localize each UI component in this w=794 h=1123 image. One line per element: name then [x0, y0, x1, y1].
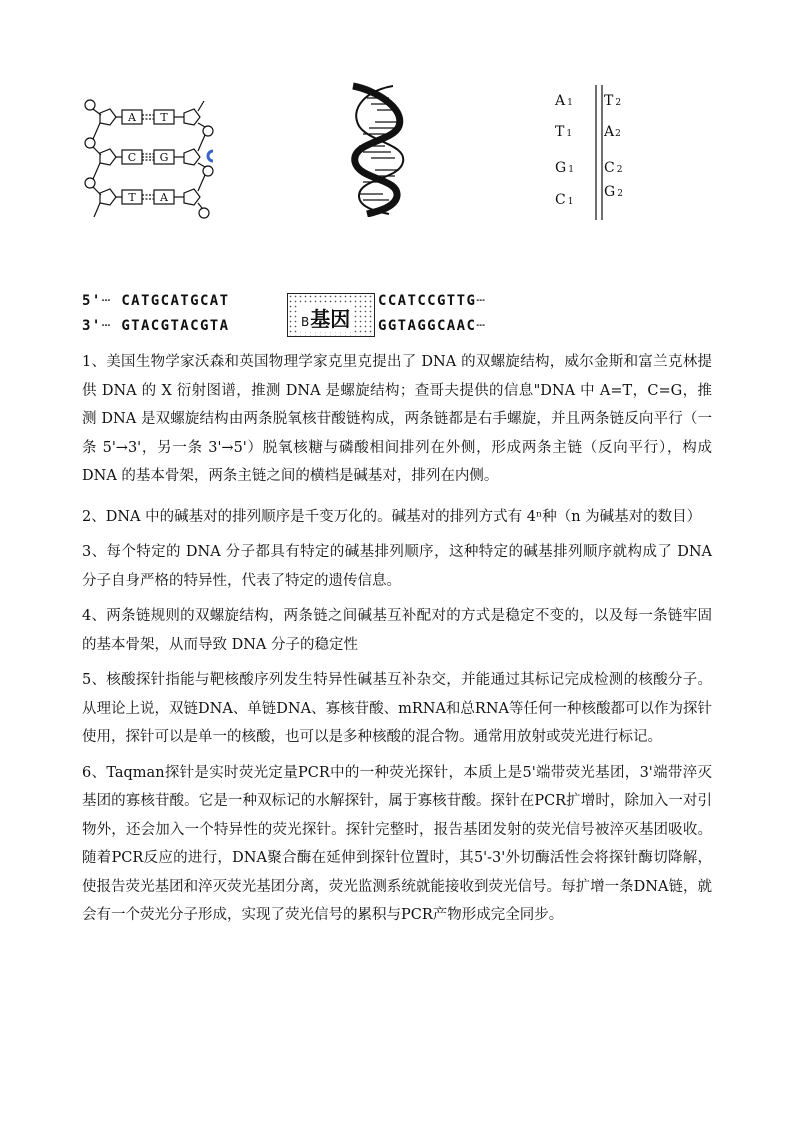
double-helix-figure: [345, 82, 415, 217]
document-body: [82, 348, 712, 937]
paragraph: 5、核酸探针指能与靶核酸序列发生特异性碱基互补杂交，并能通过其标记完成检测的核酸分子。从理论上说，双链DNA、单链DNA、寡核苷酸、mRNA和总RNA等任何一种核酸都可以作为探针使用，探针可以是单一的核酸，也可以是多种核酸的混合物。通常用放射或荧光进行标记。: [82, 672, 712, 745]
phosphate-circle: [203, 166, 213, 176]
phosphate-circle: [85, 178, 95, 188]
paragraph: 2、DNA 中的碱基对的排列顺序是千变万化的。碱基对的排列方式有 4ⁿ种（n 为碱基对的数目）: [82, 508, 702, 525]
base-label: G: [604, 184, 616, 200]
base-label: A: [128, 111, 136, 124]
svg-text:T2: [604, 93, 621, 109]
sequence-top-left: 5'┄ CATGCATGCAT: [82, 293, 230, 309]
sugar-pentagon: [100, 109, 116, 125]
svg-text:T1: [555, 124, 572, 140]
svg-text:A2: [603, 124, 621, 140]
paragraph: 1、美国生物学家沃森和英国物理学家克里克提出了 DNA 的双螺旋结构，威尔金斯和富兰克林提供 DNA 的 X 衍射图谱，推测 DNA 是螺旋结构；查哥夫提供的信息"DNA 中 A=T，C=G，推测 DNA 是双螺旋结构由两条脱氧核苷酸链构成，两条链都是右手螺旋，并且两条链反向平行（一条 5'→3'，另一条 3'→5'）脱氧核糖与磷酸相间排列在外侧，形成两条主链（反向平行），构成 DNA 的基本骨架，两条主链之间的横档是碱基对，排列在内侧。: [82, 354, 712, 484]
base-label: A: [160, 191, 168, 204]
strand-index: 1: [567, 197, 574, 207]
dna-strand-diagram: [80, 95, 220, 230]
svg-text:C1: [555, 192, 573, 208]
svg-text:C2: [604, 160, 622, 176]
strand-index: 1: [566, 129, 573, 139]
base-label: C: [555, 192, 566, 208]
sequence-top-right: CCATCCGTTG┄: [378, 293, 487, 309]
sequence-bottom-right: GGTAGGCAAC┄: [378, 318, 487, 334]
base-label: C: [127, 151, 137, 164]
paragraph: 3、每个特定的 DNA 分子都具有特定的碱基排列顺序，这种特定的碱基排列顺序就构成了 DNA 分子自身严格的特异性，代表了特定的遗传信息。: [82, 544, 712, 589]
base-label: G: [555, 160, 567, 176]
paragraph: 6、Taqman探针是实时荧光定量PCR中的一种荧光探针，本质上是5'端带荧光基团，3'端带淬灭基团的寡核苷酸。它是一种双标记的水解探针，属于寡核苷酸。探针在PCR扩增时，除加入一对引物外，还会加入一个特异性的荧光探针。探针完整时，报告基团发射的荧光信号被淬灭基团吸收。随着PCR反应的进行，DNA聚合酶在延伸到探针位置时，其5'-3'外切酶活性会将探针酶切降解，使报告荧光基团和淬灭荧光基团分离，荧光监测系统就能接收到荧光信号。每扩增一条DNA链，就会有一个荧光分子形成，实现了荧光信号的累积与PCR产物形成完全同步。: [82, 764, 712, 923]
sugar-pentagon: [100, 149, 116, 165]
base-label: G: [159, 151, 169, 164]
base-label: T: [604, 93, 614, 109]
base-label: T: [128, 191, 136, 204]
strand-index: 1: [567, 98, 573, 108]
strand-index: 2: [617, 189, 623, 199]
phosphate-circle: [85, 100, 95, 110]
svg-text:A1: [554, 93, 573, 109]
strand-index: 2: [616, 165, 623, 175]
strand-index: 1: [568, 165, 574, 175]
sugar-pentagon: [184, 189, 200, 205]
base-pair-diagram: [550, 85, 650, 220]
gene-label: 基因: [310, 307, 351, 331]
base-label: T: [555, 124, 565, 140]
phosphate-circle: [203, 126, 213, 136]
strand-index: 2: [615, 98, 622, 108]
strand-index: 2: [615, 129, 621, 139]
base-label: T: [160, 111, 168, 124]
sequence-bottom-left: 3'┄ GTACGTACGTA: [82, 318, 230, 334]
gene-box: [287, 293, 375, 337]
svg-text:G1: [555, 160, 574, 176]
paragraph: 4、两条链规则的双螺旋结构，两条链之间碱基互补配对的方式是稳定不变的，以及每一条链牢固的基本骨架，从而导致 DNA 分子的稳定性: [82, 608, 712, 653]
sugar-pentagon: [184, 149, 200, 165]
base-label: C: [604, 160, 615, 176]
phosphate-circle: [199, 208, 209, 218]
gene-prefix: B: [301, 315, 310, 329]
base-label: A: [604, 124, 615, 140]
sugar-pentagon: [100, 189, 116, 205]
phosphate-circle: [85, 138, 95, 148]
gene-sequence-figure: [82, 293, 552, 341]
svg-text:G2: [604, 184, 623, 200]
highlight-mark: [208, 151, 213, 161]
sugar-pentagon: [184, 109, 200, 125]
base-label: A: [555, 93, 566, 109]
